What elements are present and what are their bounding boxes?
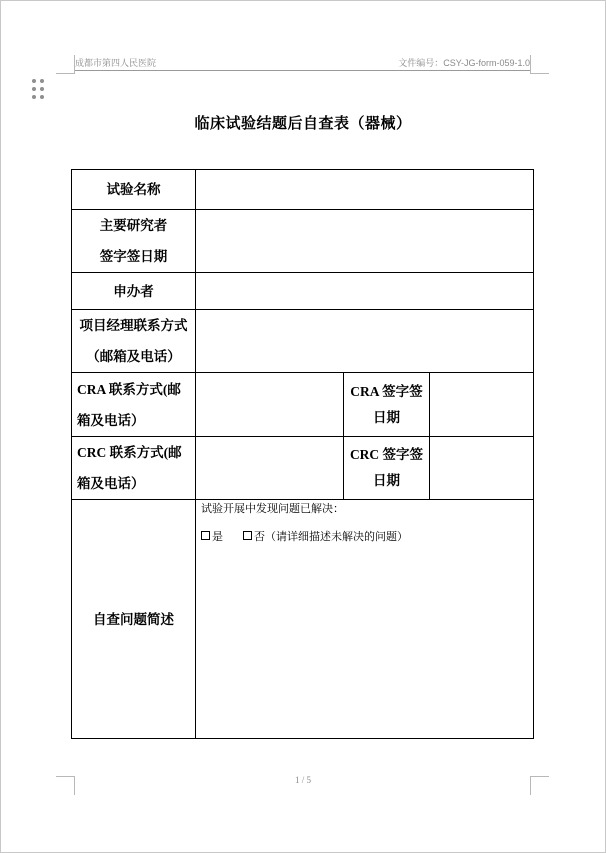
pi-label-line2: 签字签日期 xyxy=(99,249,168,264)
cra-signature-label xyxy=(344,373,430,437)
header-hospital: 成都市第四人民医院 xyxy=(75,58,157,68)
crc-signature-field[interactable] xyxy=(430,437,534,500)
sponsor-label: 申办者 xyxy=(72,273,196,310)
margin-corner-top-right xyxy=(530,55,549,74)
table-row xyxy=(72,437,534,500)
crc-contact-label xyxy=(72,437,196,500)
cra-sign-line2: 日期 xyxy=(373,409,400,425)
crc-sign-line1: CRC 签字签 xyxy=(349,447,424,462)
issues-options xyxy=(201,530,528,544)
table-row xyxy=(72,500,534,739)
cra-signature-field[interactable] xyxy=(430,373,534,437)
table-row xyxy=(72,310,534,373)
header-divider xyxy=(74,70,530,71)
trial-name-field[interactable] xyxy=(196,170,534,210)
crc-sign-line2: 日期 xyxy=(373,473,400,488)
drag-handle-icon[interactable] xyxy=(32,79,46,101)
table-row xyxy=(72,210,534,273)
cra-contact-field[interactable] xyxy=(196,373,344,437)
header-doc-number: 文件编号：CSY-JG-form-059-1.0 xyxy=(398,58,530,68)
yes-option-label: 是 xyxy=(212,531,223,543)
cra-contact-line2: 箱及电话） xyxy=(77,412,145,428)
table-row xyxy=(72,373,534,437)
issues-question: 试验开展中发现问题已解决： xyxy=(201,503,344,515)
table-row xyxy=(72,273,534,310)
pi-signature-field[interactable] xyxy=(196,210,534,273)
pi-label-line1: 主要研究者 xyxy=(99,218,168,233)
pi-signature-label xyxy=(72,210,196,273)
crc-contact-line1: CRC 联系方式(邮 xyxy=(77,445,182,460)
crc-signature-label xyxy=(344,437,430,500)
document-title: 临床试验结题后自查表（器械） xyxy=(194,116,412,132)
cra-sign-line1: CRA 签字签 xyxy=(350,383,423,399)
crc-contact-line2: 箱及电话） xyxy=(77,476,145,491)
issues-label: 自查问题简述 xyxy=(72,500,196,739)
table-row xyxy=(72,170,534,210)
trial-name-label: 试验名称 xyxy=(72,170,196,210)
crc-contact-field[interactable] xyxy=(196,437,344,500)
self-check-form-table xyxy=(71,169,534,739)
issues-field[interactable] xyxy=(196,500,534,739)
cra-contact-label xyxy=(72,373,196,437)
sponsor-field[interactable] xyxy=(196,273,534,310)
no-option-label: 否（请详细描述未解决的问题） xyxy=(254,531,408,543)
pm-label-line2: （邮箱及电话） xyxy=(86,349,181,364)
page-number: 1 / 5 xyxy=(294,775,311,785)
cra-contact-line1: CRA 联系方式(邮 xyxy=(77,381,181,397)
margin-corner-top-left xyxy=(56,55,75,74)
pm-label-line1: 项目经理联系方式 xyxy=(79,318,188,333)
pm-contact-field[interactable] xyxy=(196,310,534,373)
pm-contact-label xyxy=(72,310,196,373)
yes-checkbox[interactable] xyxy=(201,531,210,540)
no-checkbox[interactable] xyxy=(243,531,252,540)
